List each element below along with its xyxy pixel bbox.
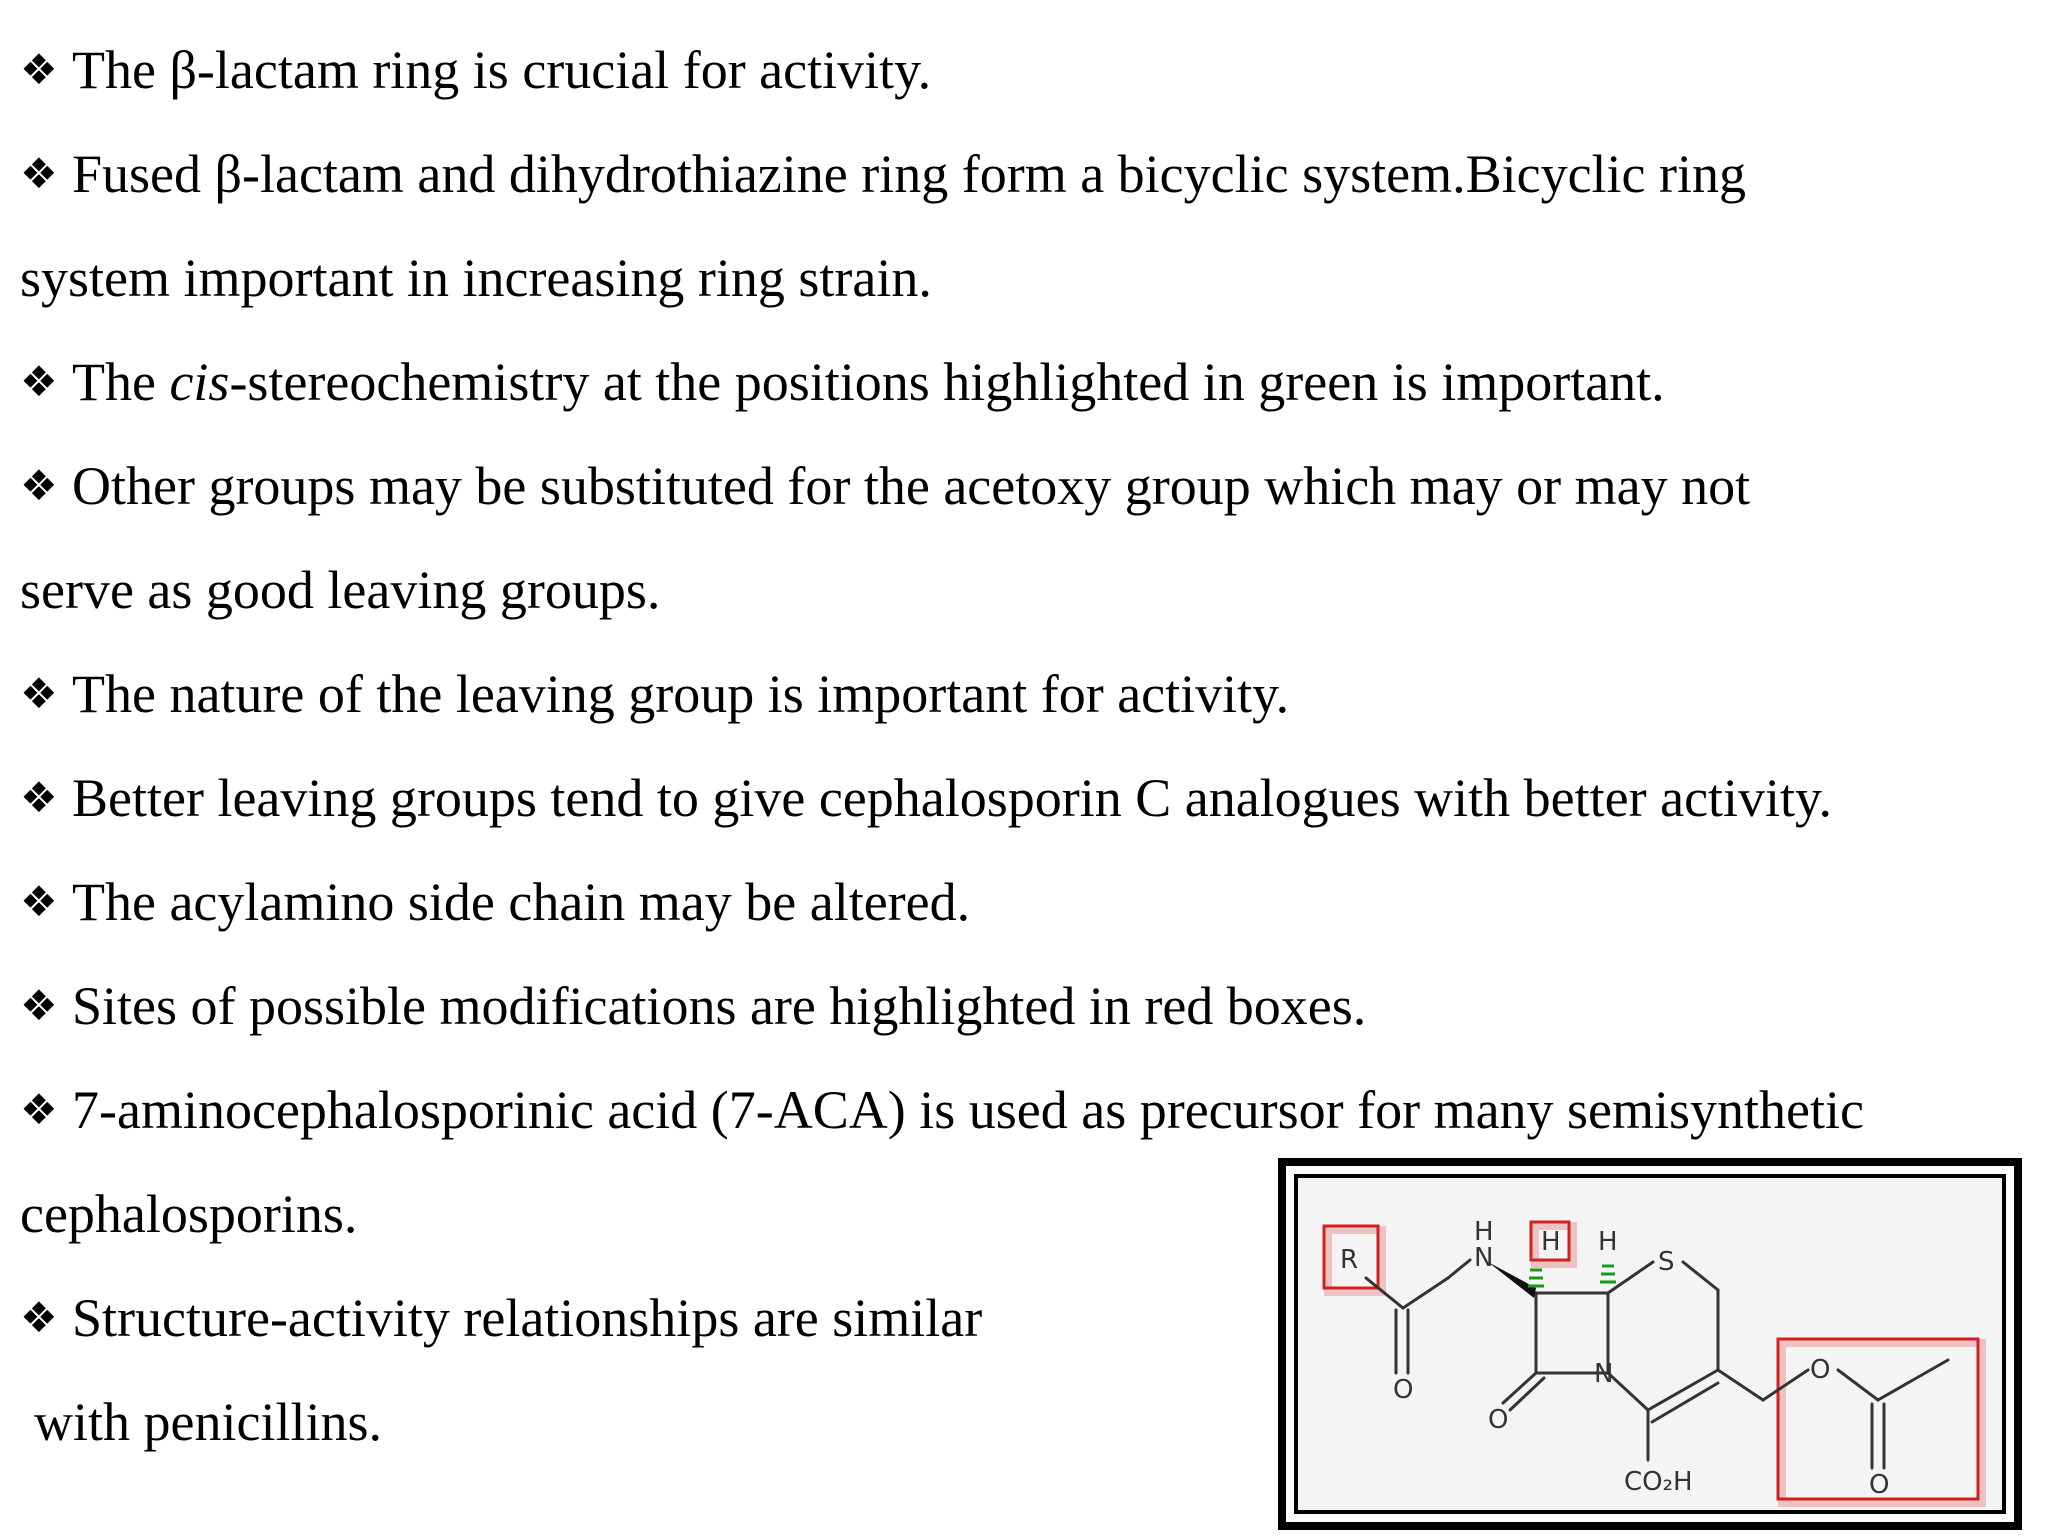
bullet-text: Sites of possible modifications are highlighted in red boxes.: [72, 976, 1367, 1036]
bullet-text: serve as good leaving groups.: [20, 560, 661, 620]
structure-bonds: [1366, 1260, 1948, 1468]
r-label: R: [1340, 1245, 1359, 1275]
bullet-text: Fused β-lactam and dihydrothiazine ring form a bicyclic system.Bicyclic ring: [72, 144, 1746, 204]
bullet-continuation-9: [20, 1182, 357, 1246]
green-hash-bonds: [1528, 1266, 1616, 1286]
o-ester-label: O: [1810, 1355, 1831, 1385]
bullet-text: cephalosporins.: [20, 1184, 358, 1244]
bullet-continuation-4: [20, 558, 660, 622]
bullet-diamond-icon: ❖: [20, 877, 58, 926]
bullet-diamond-icon: ❖: [20, 669, 58, 718]
bullet-text: The acylamino side chain may be altered.: [72, 872, 971, 932]
bullet-text: The β-lactam ring is crucial for activity.: [72, 40, 932, 100]
bullet-line-1: [20, 38, 931, 102]
bullet-line-8: [20, 974, 1366, 1038]
h-right-label: H: [1598, 1227, 1618, 1257]
bullet-diamond-icon: ❖: [20, 357, 58, 406]
bullet-text: with penicillins.: [34, 1392, 382, 1452]
nh-n-label: N: [1474, 1243, 1494, 1273]
structure-figure: [1294, 1174, 2006, 1514]
bullet-line-6: [20, 766, 1832, 830]
o-carbonyl-label: O: [1869, 1470, 1890, 1500]
nh-h-label: H: [1474, 1217, 1494, 1247]
structure-atom-labels: [1340, 1217, 1889, 1500]
bullet-text: Other groups may be substituted for the acetoxy group which may or may not: [72, 456, 1751, 516]
bullet-diamond-icon: ❖: [20, 1085, 58, 1134]
bullet-text: The nature of the leaving group is important for activity.: [72, 664, 1290, 724]
acid-label: CO₂H: [1624, 1467, 1693, 1497]
bullet-diamond-icon: ❖: [20, 773, 58, 822]
bullet-diamond-icon: ❖: [20, 981, 58, 1030]
bullet-continuation-10: [34, 1390, 382, 1454]
bullet-text: system important in increasing ring strain.: [20, 248, 932, 308]
wedge-bond: [1488, 1262, 1536, 1298]
bullet-text-italic: cis: [169, 352, 230, 412]
h-boxed-label: H: [1541, 1227, 1561, 1257]
bullet-diamond-icon: ❖: [20, 1293, 58, 1342]
bullet-diamond-icon: ❖: [20, 45, 58, 94]
bullet-text: 7-aminocephalosporinic acid (7-ACA) is used as precursor for many semisynthetic: [72, 1080, 1864, 1140]
o-lactam-label: O: [1488, 1405, 1509, 1435]
structure-figure-frame: [1278, 1158, 2022, 1530]
n-ring-label: N: [1594, 1359, 1614, 1389]
bullet-diamond-icon: ❖: [20, 461, 58, 510]
bullet-text: -stereochemistry at the positions highlighted in green is important.: [229, 352, 1665, 412]
bullet-line-4: [20, 454, 1750, 518]
s-label: S: [1658, 1247, 1675, 1277]
bullet-text: Better leaving groups tend to give cephalosporin C analogues with better activity.: [72, 768, 1833, 828]
bullet-text: Structure-activity relationships are similar: [72, 1288, 983, 1348]
bullet-line-3: [20, 350, 1665, 414]
bullet-text: The: [72, 352, 170, 412]
o-amide-label: O: [1393, 1375, 1414, 1405]
cephalosporin-structure-diagram: [1298, 1178, 2010, 1518]
bullet-line-9: [20, 1078, 1864, 1142]
bullet-diamond-icon: ❖: [20, 149, 58, 198]
bullet-line-5: [20, 662, 1289, 726]
bullet-line-10: [20, 1286, 982, 1350]
bullet-line-2: [20, 142, 1746, 206]
bullet-line-7: [20, 870, 970, 934]
bullet-continuation-2: [20, 246, 932, 310]
